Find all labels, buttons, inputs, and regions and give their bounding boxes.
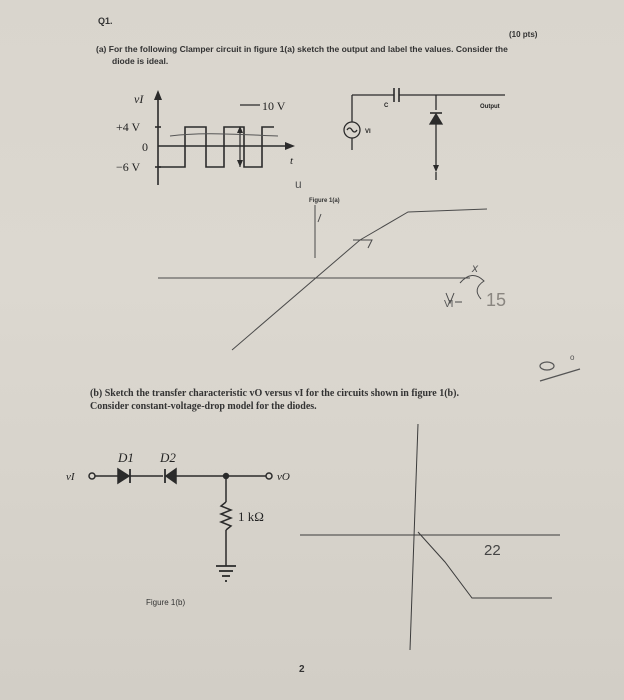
handwritten-sketch-a [158, 205, 487, 350]
diode-resistor-circuit [89, 469, 272, 581]
diode-d1-label: D1 [118, 450, 134, 465]
sketch-tick [318, 214, 321, 222]
sketch-transfer-curve [232, 209, 487, 350]
input-label: vI [66, 471, 75, 483]
points-label: (10 pts) [509, 30, 538, 39]
output-terminal [266, 473, 272, 479]
part-b-prompt-line2: Consider constant-voltage-drop model for the diodes. [90, 401, 317, 412]
handwritten-sketch-b [300, 424, 560, 650]
resistor-label: 1 kΩ [238, 509, 264, 524]
figure-1a-caption: Figure 1(a) [309, 198, 340, 204]
level-low-label: −6 V [116, 160, 141, 174]
time-label: t [290, 155, 294, 167]
side-mark-text: o [570, 353, 575, 362]
time-axis-arrow-icon [285, 142, 295, 150]
question-label: Q1. [98, 16, 113, 26]
handwritten-vi: VI [444, 299, 454, 310]
handwritten-u: u [295, 177, 302, 191]
part-a-prompt-line1: (a) For the following Clamper circuit in figure 1(a) sketch the output and label the values. Consider the [96, 44, 508, 54]
part-a-prompt-line2: diode is ideal. [112, 56, 169, 66]
handwritten-x-glyph [460, 275, 484, 299]
resistor-icon [221, 502, 231, 530]
y-axis-arrow-icon [154, 90, 162, 100]
peak-to-peak-label: 10 V [262, 99, 286, 113]
page-number: 2 [299, 664, 305, 675]
diode-d2-icon [166, 469, 176, 483]
input-terminal [89, 473, 95, 479]
output-vo-label: vO [277, 471, 290, 483]
diode-d1-icon [118, 469, 129, 483]
source-label: VI [365, 129, 371, 135]
sketch-b-vertical-axis [410, 424, 418, 650]
level-zero-label: 0 [142, 140, 148, 154]
arrow-down-icon [433, 165, 439, 172]
side-stroke [540, 369, 580, 381]
waveform-axis-label: vI [134, 92, 144, 106]
faint-number: 15 [486, 290, 507, 310]
output-label: Output [480, 104, 500, 110]
side-circle [540, 362, 554, 370]
handwritten-22: 22 [484, 542, 501, 559]
side-mark [540, 362, 580, 381]
handwritten-x-text: x [472, 261, 478, 275]
sine-icon [347, 128, 357, 132]
part-b-prompt-line1: (b) Sketch the transfer characteristic vO versus vI for the circuits shown in figure 1(b). [90, 388, 459, 399]
figure-1b-caption: Figure 1(b) [146, 598, 186, 607]
diode-symbol-icon [430, 114, 442, 124]
capacitor-label: C [384, 103, 389, 109]
diode-d2-label: D2 [160, 450, 176, 465]
dim-arrow-down-icon [237, 160, 243, 167]
level-high-label: +4 V [116, 120, 141, 134]
square-wave [158, 127, 274, 167]
